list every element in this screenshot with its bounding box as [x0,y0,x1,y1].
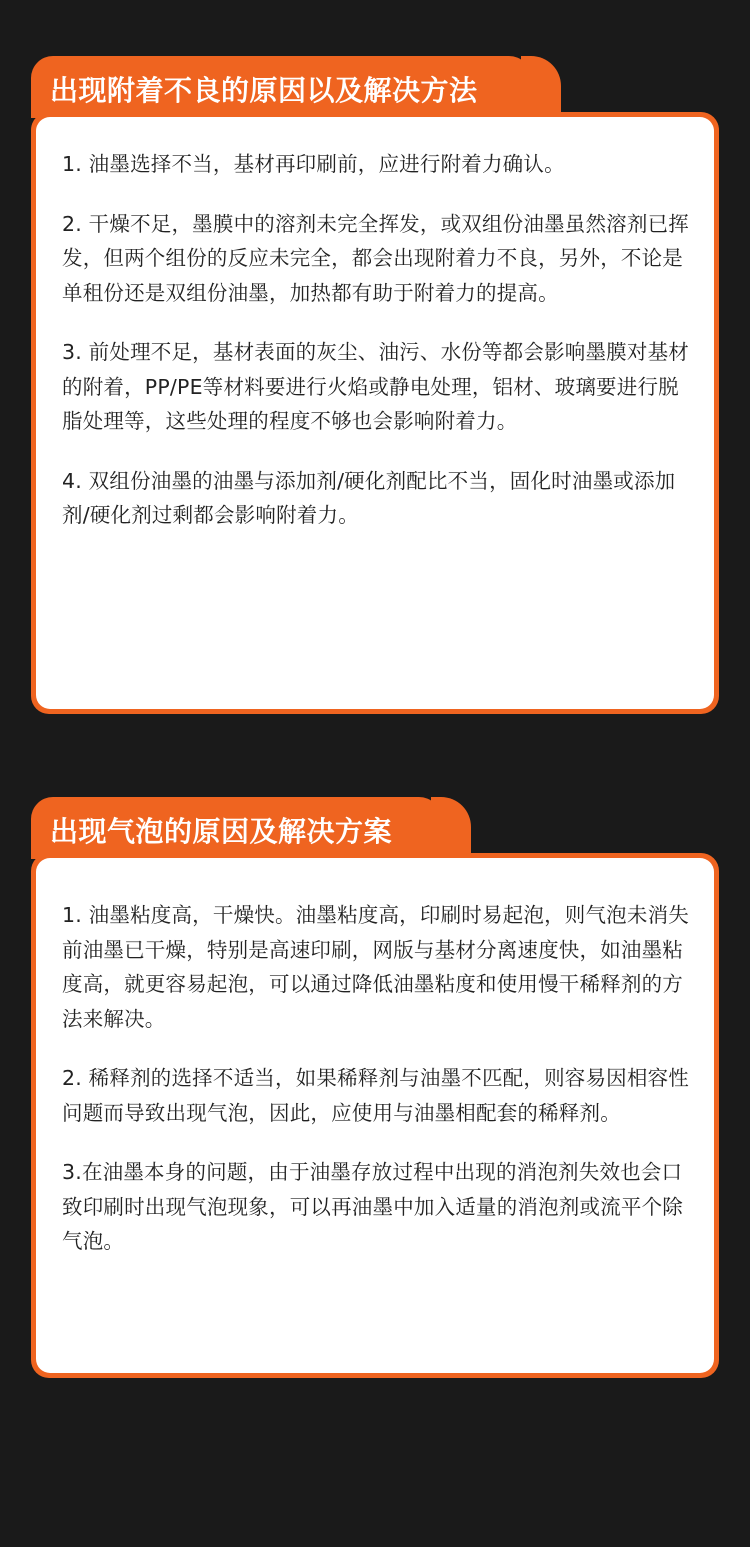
adhesion-point-1: 1. 油墨选择不当，基材再印刷前，应进行附着力确认。 [62,152,565,176]
section-adhesion-tab-ear [521,56,561,118]
section-adhesion-card-body [36,117,714,709]
bubbles-point-1: 1. 油墨粘度高，干燥快。油墨粘度高，印刷时易起泡，则气泡未消失前油墨已干燥，特别是高速印刷，网版与基材分离速度快，如油墨粘度高，就更容易起泡，可以通过降低油墨粘度和使用慢干稀释剂的方法来解决。 [62,903,689,1031]
adhesion-point-4: 4. 双组份油墨的油墨与添加剂/硬化剂配比不当，固化时油墨或添加剂/硬化剂过剩都会影响附着力。 [62,468,676,527]
section-adhesion-card [31,112,719,714]
section-bubbles [31,797,719,1378]
section-bubbles-tab-ear [431,797,471,859]
bubbles-point-2: 2. 稀释剂的选择不适当，如果稀释剂与油墨不匹配，则容易因相容性问题而导致出现气泡，因此，应使用与油墨相配套的稀释剂。 [62,1066,689,1125]
adhesion-point-2: 2. 干燥不足，墨膜中的溶剂未完全挥发，或双组份油墨虽然溶剂已挥发，但两个组份的反应未完全，都会出现附着力不良，另外，不论是单租份还是双组份油墨，加热都有助于附着力的提高。 [62,211,689,305]
section-adhesion-title: 出现附着不良的原因以及解决方法 [50,74,478,107]
section-adhesion [31,56,719,714]
section-bubbles-title: 出现气泡的原因及解决方案 [50,815,393,848]
section-bubbles-card-body [36,858,714,1373]
adhesion-point-3: 3. 前处理不足，基材表面的灰尘、油污、水份等都会影响墨膜对基材的附着，PP/PE等材料要进行火焰或静电处理，铝材、玻璃要进行脱脂处理等，这些处理的程度不够也会影响附着力。 [62,340,689,433]
section-bubbles-card [31,853,719,1378]
bubbles-point-3: 3.在油墨本身的问题，由于油墨存放过程中出现的消泡剂失效也会口致印刷时出现气泡现象，可以再油墨中加入适量的消泡剂或流平个除气泡。 [62,1160,683,1253]
